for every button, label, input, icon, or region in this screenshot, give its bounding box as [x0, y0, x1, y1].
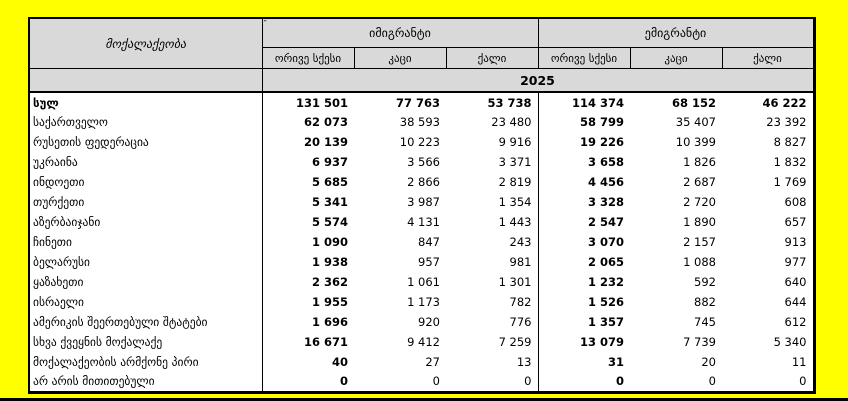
value-cell: 13	[446, 352, 538, 372]
value-cell: 3 658	[587, 155, 624, 169]
year-row-empty-cell	[29, 69, 262, 93]
value-cell: 27	[425, 355, 440, 369]
migration-table	[28, 17, 816, 394]
group-header-row	[29, 18, 814, 48]
row-label: რუსეთის ფედერაცია	[29, 132, 262, 152]
value-cell: 981	[446, 252, 538, 272]
table-row	[29, 172, 814, 192]
table-row	[29, 212, 814, 232]
table-row	[29, 292, 814, 312]
value-cell: 20	[701, 355, 716, 369]
value-cell: 1 301	[446, 272, 538, 292]
footnote-mark: -	[263, 18, 267, 26]
value-cell: 131 501	[295, 95, 348, 110]
value-cell: 4 456	[587, 175, 624, 189]
value-cell: 882	[694, 295, 716, 309]
value-cell: 745	[694, 315, 716, 329]
row-label: ისრაელი	[29, 292, 262, 312]
value-cell: 847	[418, 235, 440, 249]
value-cell: 3 070	[587, 235, 624, 249]
table-row	[29, 252, 814, 272]
value-cell: 612	[784, 315, 807, 329]
value-cell: 58 799	[579, 115, 624, 129]
value-cell: 1 061	[407, 275, 440, 289]
value-cell: 1 890	[683, 215, 716, 229]
value-cell: 243	[446, 232, 538, 252]
value-cell: 0	[446, 372, 538, 392]
value-cell: 7 739	[683, 335, 716, 349]
value-cell: 776	[446, 312, 538, 332]
table-row	[29, 132, 814, 152]
value-cell: 20 139	[303, 135, 348, 149]
value-cell: 5 685	[311, 175, 348, 189]
value-cell: 5 574	[311, 215, 348, 229]
value-cell: 1 232	[587, 275, 624, 289]
value-cell: 35 407	[675, 115, 716, 129]
value-cell: 13 079	[579, 335, 624, 349]
value-cell: 2 547	[587, 215, 624, 229]
value-cell: 3 987	[407, 195, 440, 209]
value-cell: 38 593	[399, 115, 440, 129]
value-cell: 3 566	[407, 155, 440, 169]
value-cell: 913	[784, 235, 807, 249]
table-row	[29, 92, 814, 112]
row-label: აზერბაიჯანი	[29, 212, 262, 232]
row-label: თურქეთი	[29, 192, 262, 212]
value-cell: 2 720	[683, 195, 716, 209]
value-cell: 53 738	[446, 92, 538, 112]
value-cell: 1 088	[683, 255, 716, 269]
value-cell: 114 374	[571, 95, 624, 110]
table-row	[29, 192, 814, 212]
value-cell: 8 827	[773, 135, 807, 149]
value-cell: 782	[446, 292, 538, 312]
value-cell: 46 222	[762, 95, 807, 110]
value-cell: 1 090	[311, 235, 348, 249]
value-cell: 1 354	[446, 192, 538, 212]
value-cell: 3 371	[446, 152, 538, 172]
value-cell: 657	[784, 215, 807, 229]
value-cell: 1 955	[311, 295, 348, 309]
value-cell: 10 399	[675, 135, 716, 149]
value-cell: 5 341	[311, 195, 348, 209]
table-row	[29, 152, 814, 172]
value-cell: 0	[799, 374, 807, 389]
value-cell: 957	[418, 255, 440, 269]
value-cell: 9 412	[407, 335, 440, 349]
table-row	[29, 332, 814, 352]
value-cell: 1 173	[407, 295, 440, 309]
value-cell: 23 392	[766, 115, 807, 129]
subheader-emigrant-male: კაცი	[630, 48, 722, 69]
subheader-immigrant-female: ქალი	[446, 48, 538, 69]
value-cell: 977	[784, 255, 807, 269]
value-cell: 3 328	[587, 195, 624, 209]
year-row	[29, 69, 814, 93]
subheader-emigrant-female: ქალი	[722, 48, 814, 69]
subheader-immigrant-male: კაცი	[354, 48, 446, 69]
value-cell: 6 937	[311, 155, 348, 169]
table-row	[29, 232, 814, 252]
row-label: ინდოეთი	[29, 172, 262, 192]
value-cell: 1 443	[446, 212, 538, 232]
value-cell: 0	[615, 374, 624, 389]
subheader-emigrant-both-sexes: ორივე სქესი	[538, 48, 630, 69]
value-cell: 1 938	[311, 255, 348, 269]
row-label: სულ	[29, 92, 262, 112]
value-cell: 2 157	[683, 235, 716, 249]
value-cell: 1 826	[683, 155, 716, 169]
year-value: 2025	[262, 69, 814, 93]
value-cell: 2 819	[446, 172, 538, 192]
value-cell: 7 259	[446, 332, 538, 352]
value-cell: 31	[607, 355, 624, 369]
value-cell: 77 763	[395, 95, 440, 110]
value-cell: 592	[694, 275, 716, 289]
value-cell: 23 480	[446, 112, 538, 132]
citizenship-column-header: მოქალაქეობა	[29, 18, 262, 69]
value-cell: 0	[339, 374, 348, 389]
value-cell: 9 916	[446, 132, 538, 152]
value-cell: 2 866	[407, 175, 440, 189]
value-cell: 19 226	[579, 135, 624, 149]
emigrant-group-label: ემიგრანტი	[644, 26, 707, 40]
immigrant-group-label: იმიგრანტი	[369, 26, 431, 40]
table-row	[29, 352, 814, 372]
table-row	[29, 272, 814, 292]
table-body	[29, 92, 814, 392]
row-label: მოქალაქეობის არმქონე პირი	[29, 352, 262, 372]
value-cell: 2 362	[311, 275, 348, 289]
value-cell: 2 065	[587, 255, 624, 269]
value-cell: 40	[331, 355, 348, 369]
table-row	[29, 372, 814, 392]
row-label: ყაზახეთი	[29, 272, 262, 292]
value-cell: 16 671	[303, 335, 348, 349]
value-cell: 68 152	[671, 95, 716, 110]
value-cell: 1 769	[773, 175, 807, 189]
value-cell: 920	[418, 315, 440, 329]
row-label: არ არის მითითებული	[29, 372, 262, 392]
table-row	[29, 312, 814, 332]
row-label: ამერიკის შეერთებული შტატები	[29, 312, 262, 332]
value-cell: 2 687	[683, 175, 716, 189]
value-cell: 4 131	[407, 215, 440, 229]
immigrant-group-header	[262, 18, 538, 48]
subheader-immigrant-both-sexes: ორივე სქესი	[262, 48, 354, 69]
value-cell: 608	[784, 195, 807, 209]
value-cell: 1 832	[773, 155, 807, 169]
value-cell: 5 340	[773, 335, 807, 349]
row-label: ბელარუსი	[29, 252, 262, 272]
value-cell: 1 696	[311, 315, 348, 329]
value-cell: 10 223	[399, 135, 440, 149]
value-cell: 0	[432, 374, 440, 389]
value-cell: 1 357	[587, 315, 624, 329]
value-cell: 0	[708, 374, 716, 389]
value-cell: 1 526	[587, 295, 624, 309]
row-label: უკრაინა	[29, 152, 262, 172]
table-row	[29, 112, 814, 132]
row-label: საქართველო	[29, 112, 262, 132]
value-cell: 62 073	[303, 115, 348, 129]
emigrant-group-header	[538, 18, 814, 48]
value-cell: 644	[784, 295, 807, 309]
value-cell: 11	[791, 355, 807, 369]
value-cell: 640	[784, 275, 807, 289]
row-label: სხვა ქვეყნის მოქალაქე	[29, 332, 262, 352]
row-label: ჩინეთი	[29, 232, 262, 252]
